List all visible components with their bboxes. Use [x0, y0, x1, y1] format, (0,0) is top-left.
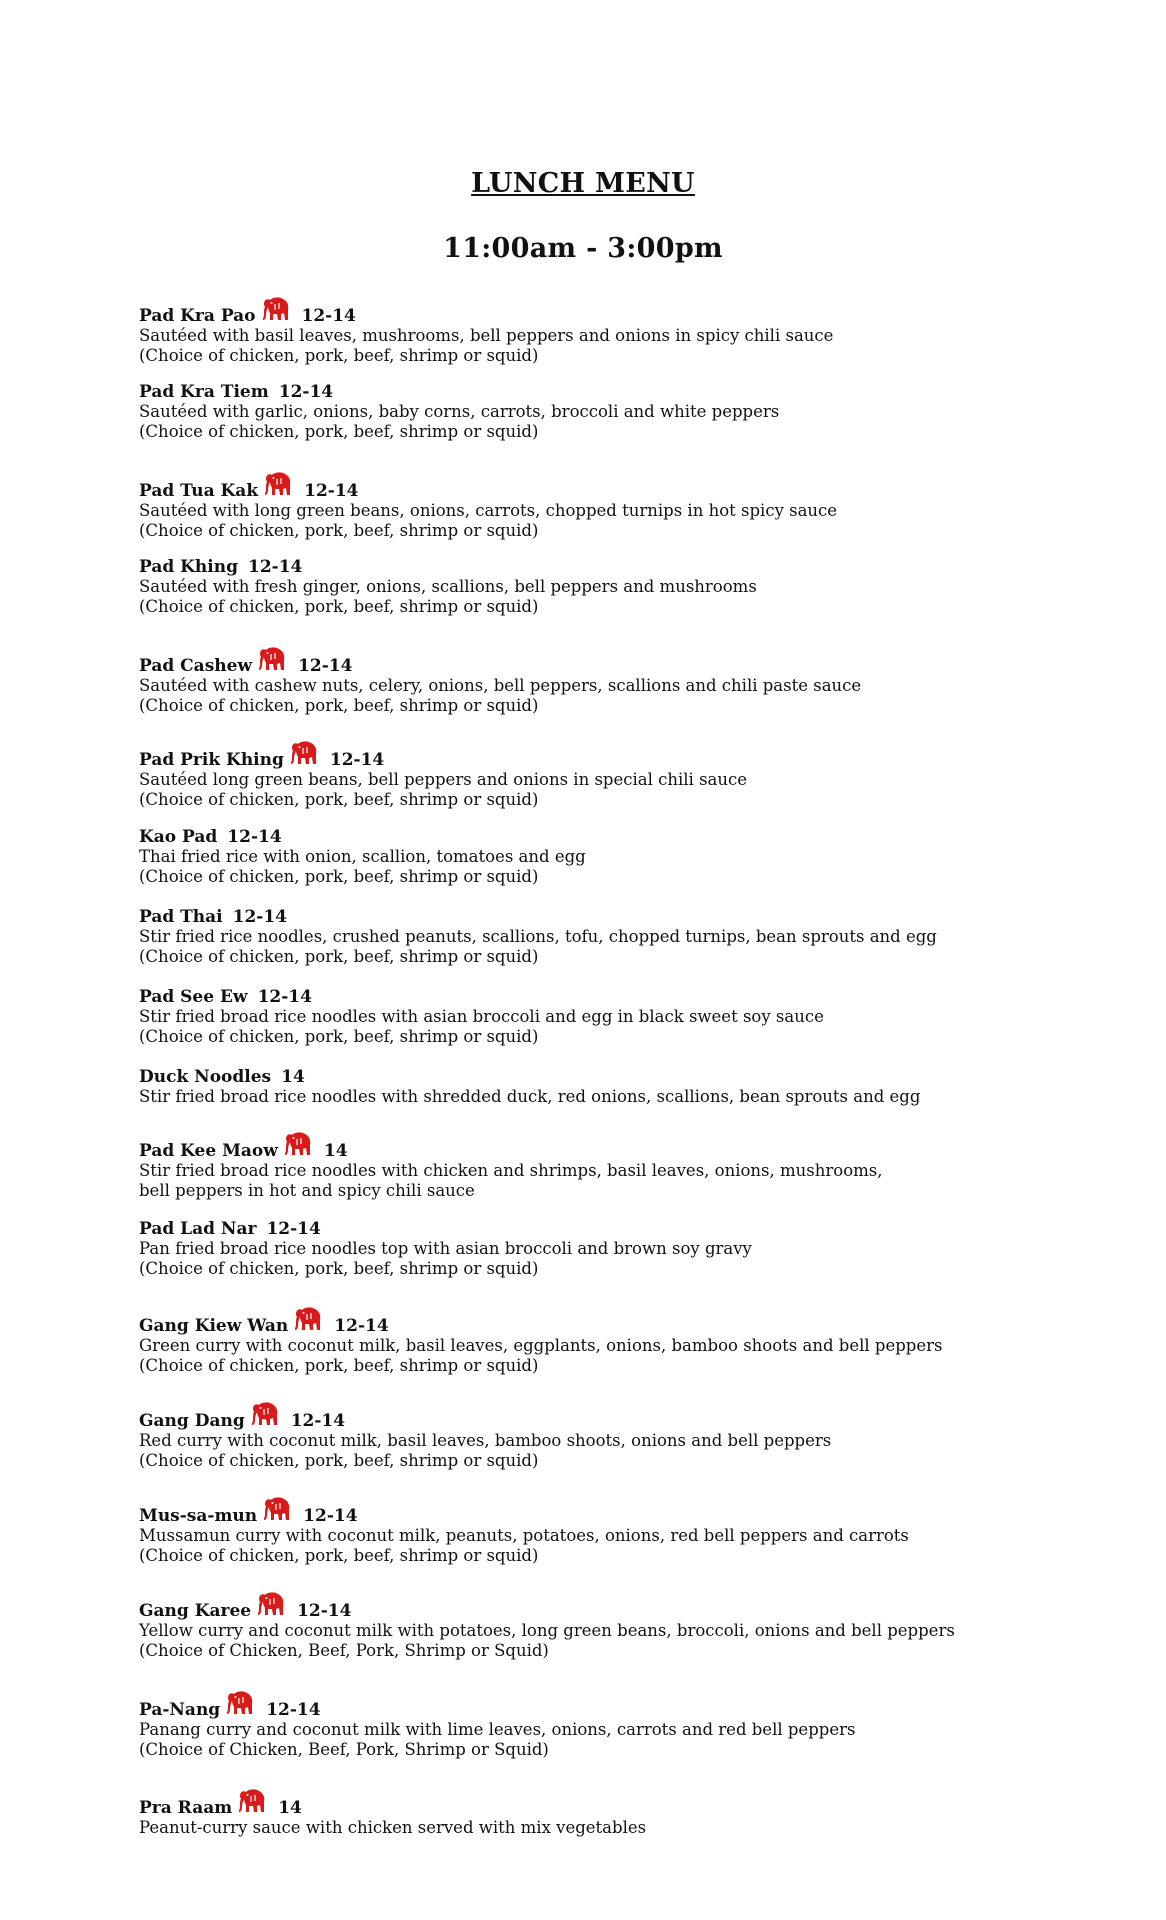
item-choice: (Choice of chicken, pork, beef, shrimp or squid)	[139, 597, 539, 616]
item-name: Pa-Nang	[139, 1700, 221, 1720]
item-price: 12-14	[266, 1700, 321, 1720]
item-name: Gang Dang	[139, 1411, 245, 1431]
menu-item	[139, 1591, 1039, 1661]
spicy-elephant-icon	[258, 646, 288, 674]
item-price: 12-14	[297, 1601, 352, 1621]
item-choice: (Choice of Chicken, Beef, Pork, Shrimp or Squid)	[139, 1740, 549, 1759]
item-description: Yellow curry and coconut milk with potatoes, long green beans, broccoli, onions and bell peppers	[139, 1621, 955, 1640]
item-choice: (Choice of chicken, pork, beef, shrimp or squid)	[139, 1259, 539, 1278]
item-choice: (Choice of chicken, pork, beef, shrimp or squid)	[139, 521, 539, 540]
item-description: Sautéed long green beans, bell peppers and onions in special chili sauce	[139, 770, 748, 789]
spicy-elephant-icon	[284, 1131, 314, 1159]
menu-item	[139, 471, 1039, 541]
item-choice: (Choice of chicken, pork, beef, shrimp or squid)	[139, 947, 539, 966]
spicy-elephant-icon	[264, 471, 294, 499]
item-description: Peanut-curry sauce with chicken served with mix vegetables	[139, 1818, 647, 1837]
menu-item	[139, 1690, 1039, 1760]
item-name: Pad Kee Maow	[139, 1141, 278, 1161]
item-description: Stir fried broad rice noodles with shredded duck, red onions, scallions, bean sprouts and egg	[139, 1087, 921, 1106]
menu-item	[139, 987, 1039, 1047]
item-price: 12-14	[278, 382, 334, 402]
menu-item	[139, 646, 1039, 716]
menu-item	[139, 296, 1039, 366]
item-name: Pad See Ew	[139, 987, 248, 1007]
item-description: Thai fried rice with onion, scallion, tomatoes and egg	[139, 847, 586, 866]
item-name: Pad Kra Tiem	[139, 382, 269, 402]
item-name: Duck Noodles	[139, 1067, 272, 1087]
item-description: Red curry with coconut milk, basil leaves, bamboo shoots, onions and bell peppers	[139, 1431, 832, 1450]
spicy-elephant-icon	[290, 740, 320, 768]
menu-item	[139, 1067, 1039, 1107]
item-name: Pad Cashew	[139, 656, 253, 676]
menu-item	[139, 1788, 1039, 1838]
item-name: Pad Kra Pao	[139, 306, 256, 326]
item-choice: (Choice of chicken, pork, beef, shrimp or squid)	[139, 422, 539, 441]
item-choice: (Choice of Chicken, Beef, Pork, Shrimp or Squid)	[139, 1641, 549, 1660]
spicy-elephant-icon	[257, 1591, 287, 1619]
menu-item	[139, 1306, 1039, 1376]
item-choice: (Choice of chicken, pork, beef, shrimp or squid)	[139, 867, 539, 886]
menu-hours: 11:00am - 3:00pm	[443, 233, 723, 264]
item-name: Gang Kiew Wan	[139, 1316, 289, 1336]
item-name: Pad Prik Khing	[139, 750, 284, 770]
item-description: Panang curry and coconut milk with lime leaves, onions, carrots and red bell peppers	[139, 1720, 856, 1739]
item-description: Stir fried rice noodles, crushed peanuts, scallions, tofu, chopped turnips, bean sprouts and egg	[139, 927, 937, 946]
item-name: Pad Khing	[139, 557, 238, 577]
item-price: 14	[278, 1798, 302, 1818]
item-name: Gang Karee	[139, 1601, 252, 1621]
item-price: 12-14	[266, 1219, 321, 1239]
menu-item	[139, 827, 1039, 887]
item-price: 12-14	[290, 1411, 346, 1431]
item-choice: (Choice of chicken, pork, beef, shrimp or squid)	[139, 1027, 539, 1046]
item-price: 12-14	[248, 557, 303, 577]
spicy-elephant-icon	[262, 296, 292, 324]
item-description: Sautéed with fresh ginger, onions, scallions, bell peppers and mushrooms	[139, 577, 757, 596]
menu-item	[139, 557, 1039, 617]
spicy-elephant-icon	[226, 1690, 256, 1718]
item-choice: (Choice of chicken, pork, beef, shrimp or squid)	[139, 346, 539, 365]
item-name: Kao Pad	[139, 827, 218, 847]
item-price: 14	[281, 1067, 305, 1087]
item-description: Mussamun curry with coconut milk, peanuts, potatoes, onions, red bell peppers and carrots	[139, 1526, 909, 1545]
menu-title: LUNCH MENU	[471, 168, 695, 199]
item-price: 12-14	[301, 306, 356, 326]
item-price: 12-14	[304, 481, 359, 501]
spicy-elephant-icon	[294, 1306, 324, 1334]
item-price: 14	[323, 1141, 348, 1161]
spicy-elephant-icon	[263, 1496, 293, 1524]
item-price: 12-14	[329, 750, 385, 770]
item-name: Pad Lad Nar	[139, 1219, 257, 1239]
item-price: 12-14	[227, 827, 282, 847]
menu-item	[139, 1496, 1039, 1566]
item-description: Stir fried broad rice noodles with asian broccoli and egg in black sweet soy sauce	[139, 1007, 824, 1026]
item-choice: (Choice of chicken, pork, beef, shrimp or squid)	[139, 1451, 539, 1470]
item-description: Green curry with coconut milk, basil leaves, eggplants, onions, bamboo shoots and bell peppers	[139, 1336, 943, 1355]
item-choice: (Choice of chicken, pork, beef, shrimp or squid)	[139, 696, 539, 715]
item-name: Pad Tua Kak	[139, 481, 259, 501]
item-choice: (Choice of chicken, pork, beef, shrimp or squid)	[139, 1546, 539, 1565]
menu-item	[139, 1219, 1039, 1279]
item-description: Pan fried broad rice noodles top with asian broccoli and brown soy gravy	[139, 1239, 752, 1258]
item-description: Sautéed with basil leaves, mushrooms, bell peppers and onions in spicy chili sauce	[139, 326, 834, 345]
item-description: Sautéed with garlic, onions, baby corns, carrots, broccoli and white peppers	[139, 402, 780, 421]
item-choice: (Choice of chicken, pork, beef, shrimp or squid)	[139, 1356, 539, 1375]
item-choice: (Choice of chicken, pork, beef, shrimp or squid)	[139, 790, 539, 809]
spicy-elephant-icon	[238, 1788, 268, 1816]
item-price: 12-14	[303, 1506, 358, 1526]
item-price: 12-14	[232, 907, 288, 927]
menu-item	[139, 382, 1039, 442]
menu-item	[139, 907, 1039, 967]
item-description: Stir fried broad rice noodles with chicken and shrimps, basil leaves, onions, mushrooms,	[139, 1161, 883, 1180]
menu-item	[139, 1131, 1039, 1201]
item-description-cont: bell peppers in hot and spicy chili sauce	[139, 1181, 475, 1200]
item-name: Pad Thai	[139, 907, 223, 927]
item-price: 12-14	[257, 987, 312, 1007]
menu-item	[139, 1401, 1039, 1471]
menu-item	[139, 740, 1039, 810]
item-name: Mus-sa-mun	[139, 1506, 258, 1526]
spicy-elephant-icon	[251, 1401, 281, 1429]
item-description: Sautéed with cashew nuts, celery, onions, bell peppers, scallions and chili paste sauce	[139, 676, 862, 695]
item-price: 12-14	[334, 1316, 389, 1336]
item-description: Sautéed with long green beans, onions, carrots, chopped turnips in hot spicy sauce	[139, 501, 838, 520]
item-name: Pra Raam	[139, 1798, 233, 1818]
item-price: 12-14	[298, 656, 353, 676]
